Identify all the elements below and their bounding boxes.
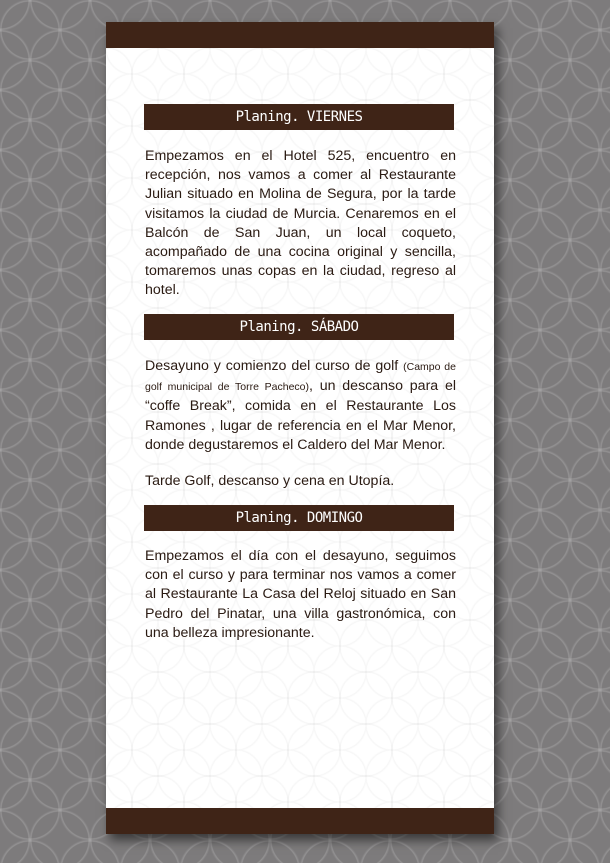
paragraph-sabado <box>145 357 456 455</box>
heading-viernes <box>144 104 454 130</box>
top-band <box>106 22 494 48</box>
heading-viernes-label: Planing. VIERNES <box>235 109 363 125</box>
heading-sabado-label: Planing. SÁBADO <box>239 319 359 335</box>
paragraph-viernes: Empezamos en el Hotel 525, encuentro en recepción, nos vamos a comer al Restaurante Julian situado en Molina de Segura, por la tarde visitamos la ciudad de Murcia. Cenaremos en el Balcón de San Juan, un local coqueto, acompañado de una cocina original y sencilla, tomaremos unas copas en la ciudad, regreso al hotel. <box>145 148 456 299</box>
heading-sabado <box>144 314 454 340</box>
paragraph-domingo: Empezamos el día con el desayuno, seguimos con el curso y para terminar nos vamos a comer al Restaurante La Casa del Reloj situado en San Pedro del Pinatar, una villa gastronómica, con una belleza impresionante. <box>145 548 456 641</box>
brochure-page <box>106 22 494 834</box>
paragraph-sabado-intro: Desayuno y comienzo del curso de golf <box>145 358 404 374</box>
heading-domingo <box>144 505 454 531</box>
heading-domingo-label: Planing. DOMINGO <box>235 510 363 526</box>
paragraph-sabado-note: (Campo de golf municipal de Torre Pacheco) <box>145 361 456 394</box>
bottom-band <box>106 808 494 834</box>
paragraph-sabado-body: , un descanso para el “coffe Break”, comida en el Restaurante Los Ramones , lugar de referencia en el Mar Menor, donde degustaremos el Caldero del Mar Menor. <box>145 378 456 453</box>
paragraph-sabado-last: Tarde Golf, descanso y cena en Utopía. <box>145 473 395 489</box>
